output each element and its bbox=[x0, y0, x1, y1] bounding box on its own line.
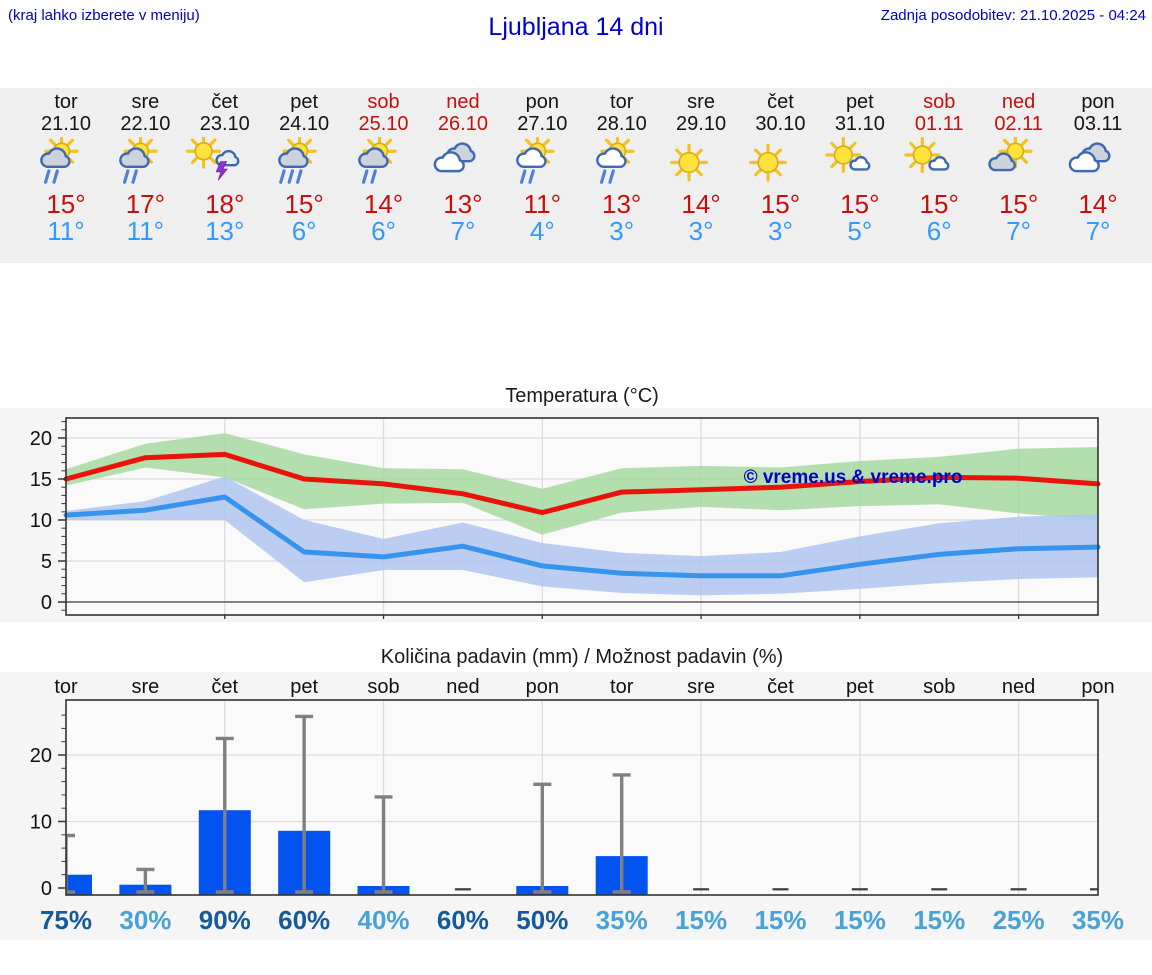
sun-whitecloud-rain-icon bbox=[500, 137, 584, 189]
day-name: pon bbox=[525, 91, 559, 113]
precip-zero-mark bbox=[931, 888, 947, 890]
precip-zero-mark bbox=[1011, 888, 1027, 890]
day-name: čet bbox=[211, 91, 239, 113]
forecast-day-29.10 bbox=[659, 91, 743, 245]
day-name: čet bbox=[767, 91, 794, 113]
day-date: 22.10 bbox=[120, 113, 171, 135]
precip-day-label: sob bbox=[367, 676, 400, 698]
day-name: ned bbox=[446, 91, 480, 113]
max-temp: 14° bbox=[1078, 189, 1118, 219]
precip-zero-mark bbox=[455, 888, 471, 890]
max-temp: 14° bbox=[681, 189, 721, 219]
precip-probability: 35% bbox=[1071, 905, 1125, 935]
day-name: ned bbox=[1001, 91, 1036, 113]
svg-text:20: 20 bbox=[29, 428, 52, 450]
forecast-strip bbox=[0, 88, 1152, 263]
sun-cloud-rain-icon bbox=[342, 137, 426, 189]
min-temp: 13° bbox=[205, 216, 245, 246]
min-temp: 3° bbox=[768, 216, 793, 246]
day-date: 25.10 bbox=[358, 113, 409, 135]
precip-probability: 60% bbox=[436, 905, 489, 935]
day-name: pet bbox=[845, 91, 874, 113]
sun-cloud-rain-icon bbox=[24, 137, 108, 189]
precip-day-label: sob bbox=[923, 676, 956, 698]
forecast-day-27.10 bbox=[500, 91, 584, 245]
forecast-day-24.10 bbox=[262, 91, 346, 245]
forecast-day-02.11 bbox=[977, 91, 1061, 245]
max-temp: 15° bbox=[284, 189, 324, 219]
min-temp: 11° bbox=[47, 216, 85, 246]
day-date: 02.11 bbox=[994, 113, 1043, 135]
min-temp: 11° bbox=[126, 216, 165, 246]
precip-zero-mark bbox=[773, 888, 789, 890]
max-temp: 11° bbox=[523, 189, 561, 219]
min-temp: 7° bbox=[450, 216, 476, 246]
forecast-day-22.10 bbox=[103, 91, 187, 245]
precip-day-label: pet bbox=[845, 676, 874, 698]
temperature-chart-title: Temperatura (°C) bbox=[505, 385, 659, 407]
sunny-icon bbox=[659, 137, 743, 189]
sun-cloud-rain-icon bbox=[103, 137, 187, 189]
precip-day-label: tor bbox=[54, 676, 78, 698]
precip-day-label: pon bbox=[1081, 676, 1115, 698]
precip-probability: 30% bbox=[119, 905, 172, 935]
precip-probability: 25% bbox=[992, 905, 1045, 935]
precip-day-label: sre bbox=[687, 676, 715, 698]
day-date: 29.10 bbox=[676, 113, 727, 135]
precip-probability: 90% bbox=[198, 905, 251, 935]
min-temp: 4° bbox=[529, 216, 555, 246]
precipitation-chart bbox=[0, 672, 1152, 940]
precip-probability: 50% bbox=[516, 905, 569, 935]
max-temp: 13° bbox=[602, 189, 642, 219]
partly-cloudy-icon bbox=[897, 137, 981, 189]
cloudy-icon bbox=[1056, 137, 1140, 189]
precip-day-label: sre bbox=[131, 676, 160, 698]
day-name: sob bbox=[923, 91, 956, 113]
precip-day-label: ned bbox=[446, 676, 480, 698]
max-temp: 15° bbox=[760, 189, 801, 219]
forecast-day-25.10 bbox=[342, 91, 426, 245]
max-temp: 14° bbox=[363, 189, 404, 219]
forecast-day-23.10 bbox=[183, 91, 267, 245]
last-updated: Zadnja posodobitev: 21.10.2025 - 04:24 bbox=[880, 7, 1146, 24]
sun-cloud-thunder-icon bbox=[183, 137, 267, 189]
precip-probability: 15% bbox=[913, 905, 966, 935]
day-date: 24.10 bbox=[279, 113, 330, 135]
page-title: Ljubljana 14 dni bbox=[488, 13, 664, 41]
max-temp: 15° bbox=[840, 189, 880, 219]
day-date: 21.10 bbox=[40, 113, 92, 135]
mostly-cloudy-sun-icon bbox=[977, 137, 1061, 189]
forecast-day-21.10 bbox=[24, 91, 108, 245]
precip-probability: 15% bbox=[833, 905, 886, 935]
svg-text:0: 0 bbox=[40, 878, 52, 900]
watermark-link[interactable]: © vreme.us & vreme.pro bbox=[743, 467, 963, 488]
precip-probability: 75% bbox=[39, 905, 93, 935]
partly-cloudy-icon bbox=[818, 137, 902, 189]
day-name: tor bbox=[54, 91, 78, 113]
min-temp: 7° bbox=[1006, 216, 1032, 246]
forecast-day-26.10 bbox=[421, 91, 505, 245]
forecast-day-28.10 bbox=[580, 91, 664, 245]
min-temp: 7° bbox=[1085, 216, 1111, 246]
precip-day-label: ned bbox=[1001, 676, 1036, 698]
max-temp: 15° bbox=[919, 189, 959, 219]
day-date: 23.10 bbox=[199, 113, 250, 135]
precip-zero-mark bbox=[693, 888, 709, 890]
svg-text:10: 10 bbox=[29, 510, 52, 532]
day-date: 26.10 bbox=[437, 113, 488, 135]
forecast-day-01.11 bbox=[897, 91, 981, 245]
min-temp: 3° bbox=[609, 216, 635, 246]
cloudy-icon bbox=[421, 137, 505, 189]
max-temp: 15° bbox=[46, 189, 86, 219]
location-hint: (kraj lahko izberete v meniju) bbox=[8, 7, 200, 24]
min-temp: 5° bbox=[847, 216, 873, 246]
day-name: sre bbox=[131, 91, 160, 113]
precip-day-label: pet bbox=[290, 676, 319, 698]
max-temp: 15° bbox=[998, 189, 1039, 219]
svg-text:5: 5 bbox=[40, 551, 52, 573]
day-date: 03.11 bbox=[1073, 113, 1123, 135]
max-temp: 13° bbox=[443, 189, 483, 219]
day-date: 31.10 bbox=[834, 113, 885, 135]
forecast-day-03.11 bbox=[1056, 91, 1140, 245]
sun-whitecloud-rain-icon bbox=[580, 137, 664, 189]
day-name: pet bbox=[290, 91, 319, 113]
precip-day-label: čet bbox=[767, 676, 794, 698]
precipitation-chart-title: Količina padavin (mm) / Možnost padavin (%) bbox=[380, 646, 784, 668]
precip-day-label: tor bbox=[610, 676, 634, 698]
day-date: 01.11 bbox=[914, 113, 964, 135]
precip-probability: 35% bbox=[595, 905, 648, 935]
forecast-day-31.10 bbox=[818, 91, 902, 245]
min-temp: 6° bbox=[291, 216, 317, 246]
max-temp: 17° bbox=[125, 189, 166, 219]
svg-text:10: 10 bbox=[29, 811, 52, 834]
precip-probability: 15% bbox=[675, 905, 728, 935]
svg-text:20: 20 bbox=[29, 745, 52, 767]
day-date: 30.10 bbox=[755, 113, 806, 135]
sun-cloud-heavy-rain-icon bbox=[262, 137, 346, 189]
precip-probability: 40% bbox=[357, 905, 410, 935]
day-name: tor bbox=[610, 91, 634, 113]
sunny-icon bbox=[738, 137, 822, 189]
day-name: sob bbox=[367, 91, 400, 113]
precip-probability: 15% bbox=[754, 905, 807, 935]
precip-probability: 60% bbox=[278, 905, 331, 935]
svg-text:15: 15 bbox=[29, 469, 52, 491]
max-temp: 18° bbox=[205, 189, 245, 219]
precip-zero-mark bbox=[852, 888, 868, 890]
svg-text:0: 0 bbox=[40, 592, 52, 614]
min-temp: 6° bbox=[371, 216, 396, 246]
temperature-chart bbox=[0, 408, 1152, 622]
forecast-day-30.10 bbox=[738, 91, 822, 245]
day-name: sre bbox=[687, 91, 715, 113]
min-temp: 6° bbox=[926, 216, 952, 246]
precip-day-label: pon bbox=[525, 676, 559, 698]
precip-day-label: čet bbox=[211, 676, 239, 698]
day-date: 27.10 bbox=[517, 113, 568, 135]
day-date: 28.10 bbox=[596, 113, 647, 135]
min-temp: 3° bbox=[688, 216, 714, 246]
day-name: pon bbox=[1081, 91, 1115, 113]
